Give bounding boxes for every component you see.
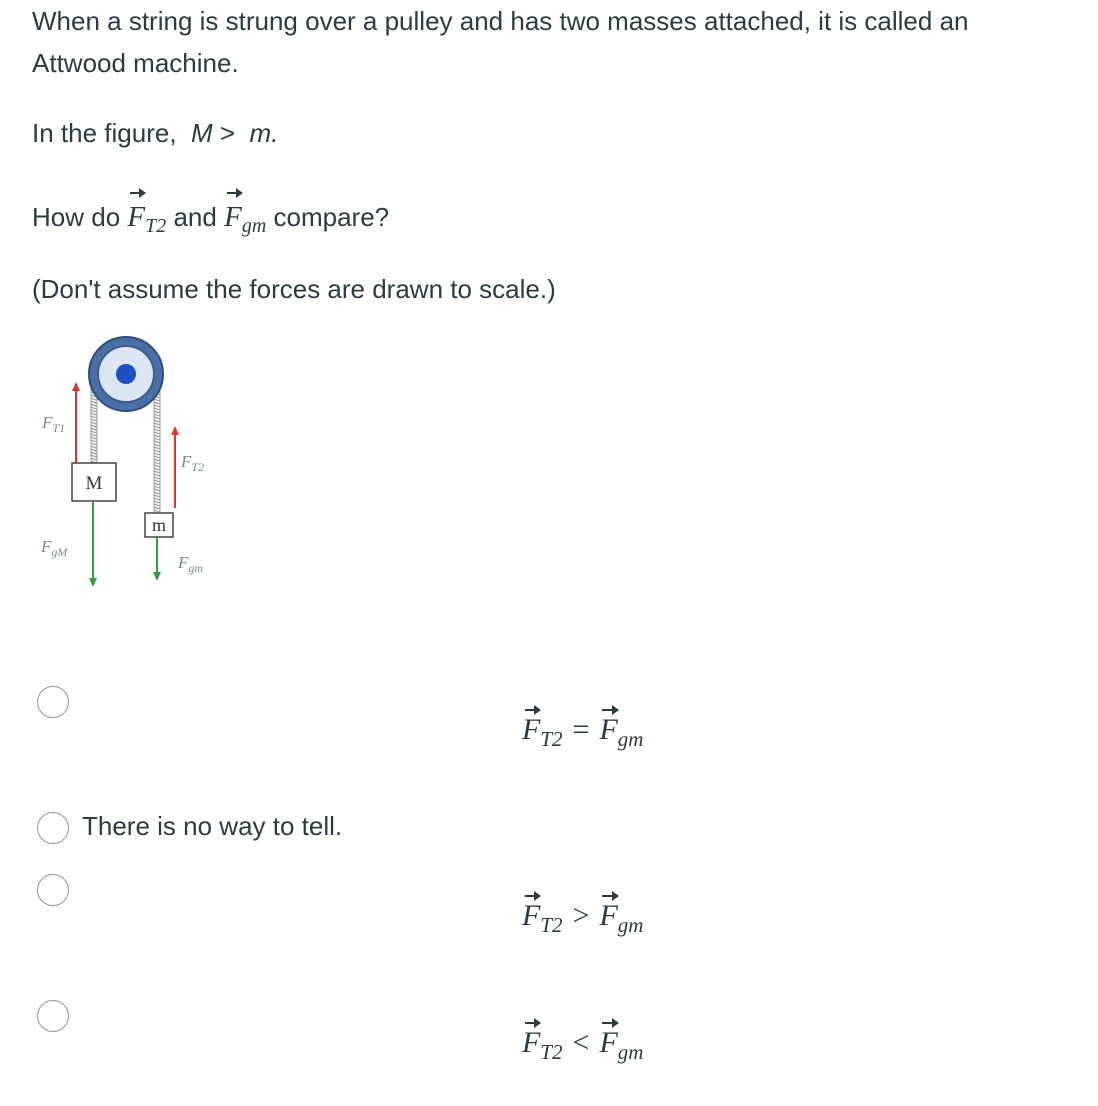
- label-fgm: $F_{gm}$: [178, 553, 204, 575]
- arrow-ft1-head: [72, 382, 80, 391]
- arrow-fgM-head: [89, 578, 97, 587]
- atwood-diagram: [0, 320, 260, 610]
- figure-condition-prefix: In the figure,: [32, 118, 177, 148]
- figure-condition-m: m.: [249, 118, 279, 148]
- mass-M-label: M: [85, 473, 103, 494]
- compare-and: and: [173, 202, 217, 232]
- option-3-radio[interactable]: [37, 874, 69, 906]
- option-4-equation: [522, 1026, 643, 1065]
- sub-gm: gm: [241, 215, 267, 237]
- option-2-text[interactable]: There is no way to tell.: [82, 811, 343, 841]
- vector-f: F: [224, 196, 242, 238]
- vector-f: F: [599, 1026, 618, 1059]
- label-fgM: $F_{gM}$: [41, 537, 68, 559]
- sub-t2: T2: [540, 727, 563, 751]
- operator: <: [572, 1026, 590, 1059]
- arrow-fgm-head: [153, 572, 161, 581]
- sub-gm: gm: [617, 1040, 644, 1064]
- sub-gm: gm: [617, 727, 644, 751]
- option-4-radio[interactable]: [37, 1000, 69, 1032]
- compare-fgm: [224, 201, 267, 237]
- label-ft2: $F_{T2}$: [181, 452, 205, 474]
- intro-line-2: Attwood machine.: [32, 48, 239, 78]
- mass-m-label: m: [151, 515, 167, 535]
- sub-t2: T2: [540, 913, 563, 937]
- option-1-equation: [522, 713, 643, 752]
- vector-f: F: [522, 713, 541, 746]
- compare-question: [32, 196, 389, 247]
- operator: >: [572, 899, 590, 932]
- figure-condition-M: M: [191, 118, 213, 148]
- scale-note: (Don't assume the forces are drawn to scale.): [32, 274, 556, 304]
- option-3-equation: [522, 899, 643, 938]
- figure-condition-gt: >: [219, 118, 236, 148]
- vector-f: F: [127, 196, 145, 238]
- vector-f: F: [522, 1026, 541, 1059]
- option-2-radio[interactable]: [37, 812, 69, 844]
- operator: =: [572, 713, 590, 746]
- vector-f: F: [599, 713, 618, 746]
- compare-suffix: compare?: [273, 202, 390, 232]
- pulley-hub: [116, 364, 136, 384]
- vector-f: F: [599, 899, 618, 932]
- option-1-radio[interactable]: [37, 686, 69, 718]
- arrow-ft2-head: [171, 426, 179, 435]
- compare-ft2: [127, 201, 167, 237]
- compare-prefix: How do: [32, 202, 121, 232]
- figure-condition: [32, 112, 278, 154]
- label-ft1: $F_{T1}$: [42, 413, 66, 435]
- intro-line-1: When a string is strung over a pulley and has two masses attached, it is called an: [32, 6, 969, 36]
- sub-t2: T2: [540, 1040, 563, 1064]
- vector-f: F: [522, 899, 541, 932]
- sub-t2: T2: [145, 215, 167, 237]
- sub-gm: gm: [617, 913, 644, 937]
